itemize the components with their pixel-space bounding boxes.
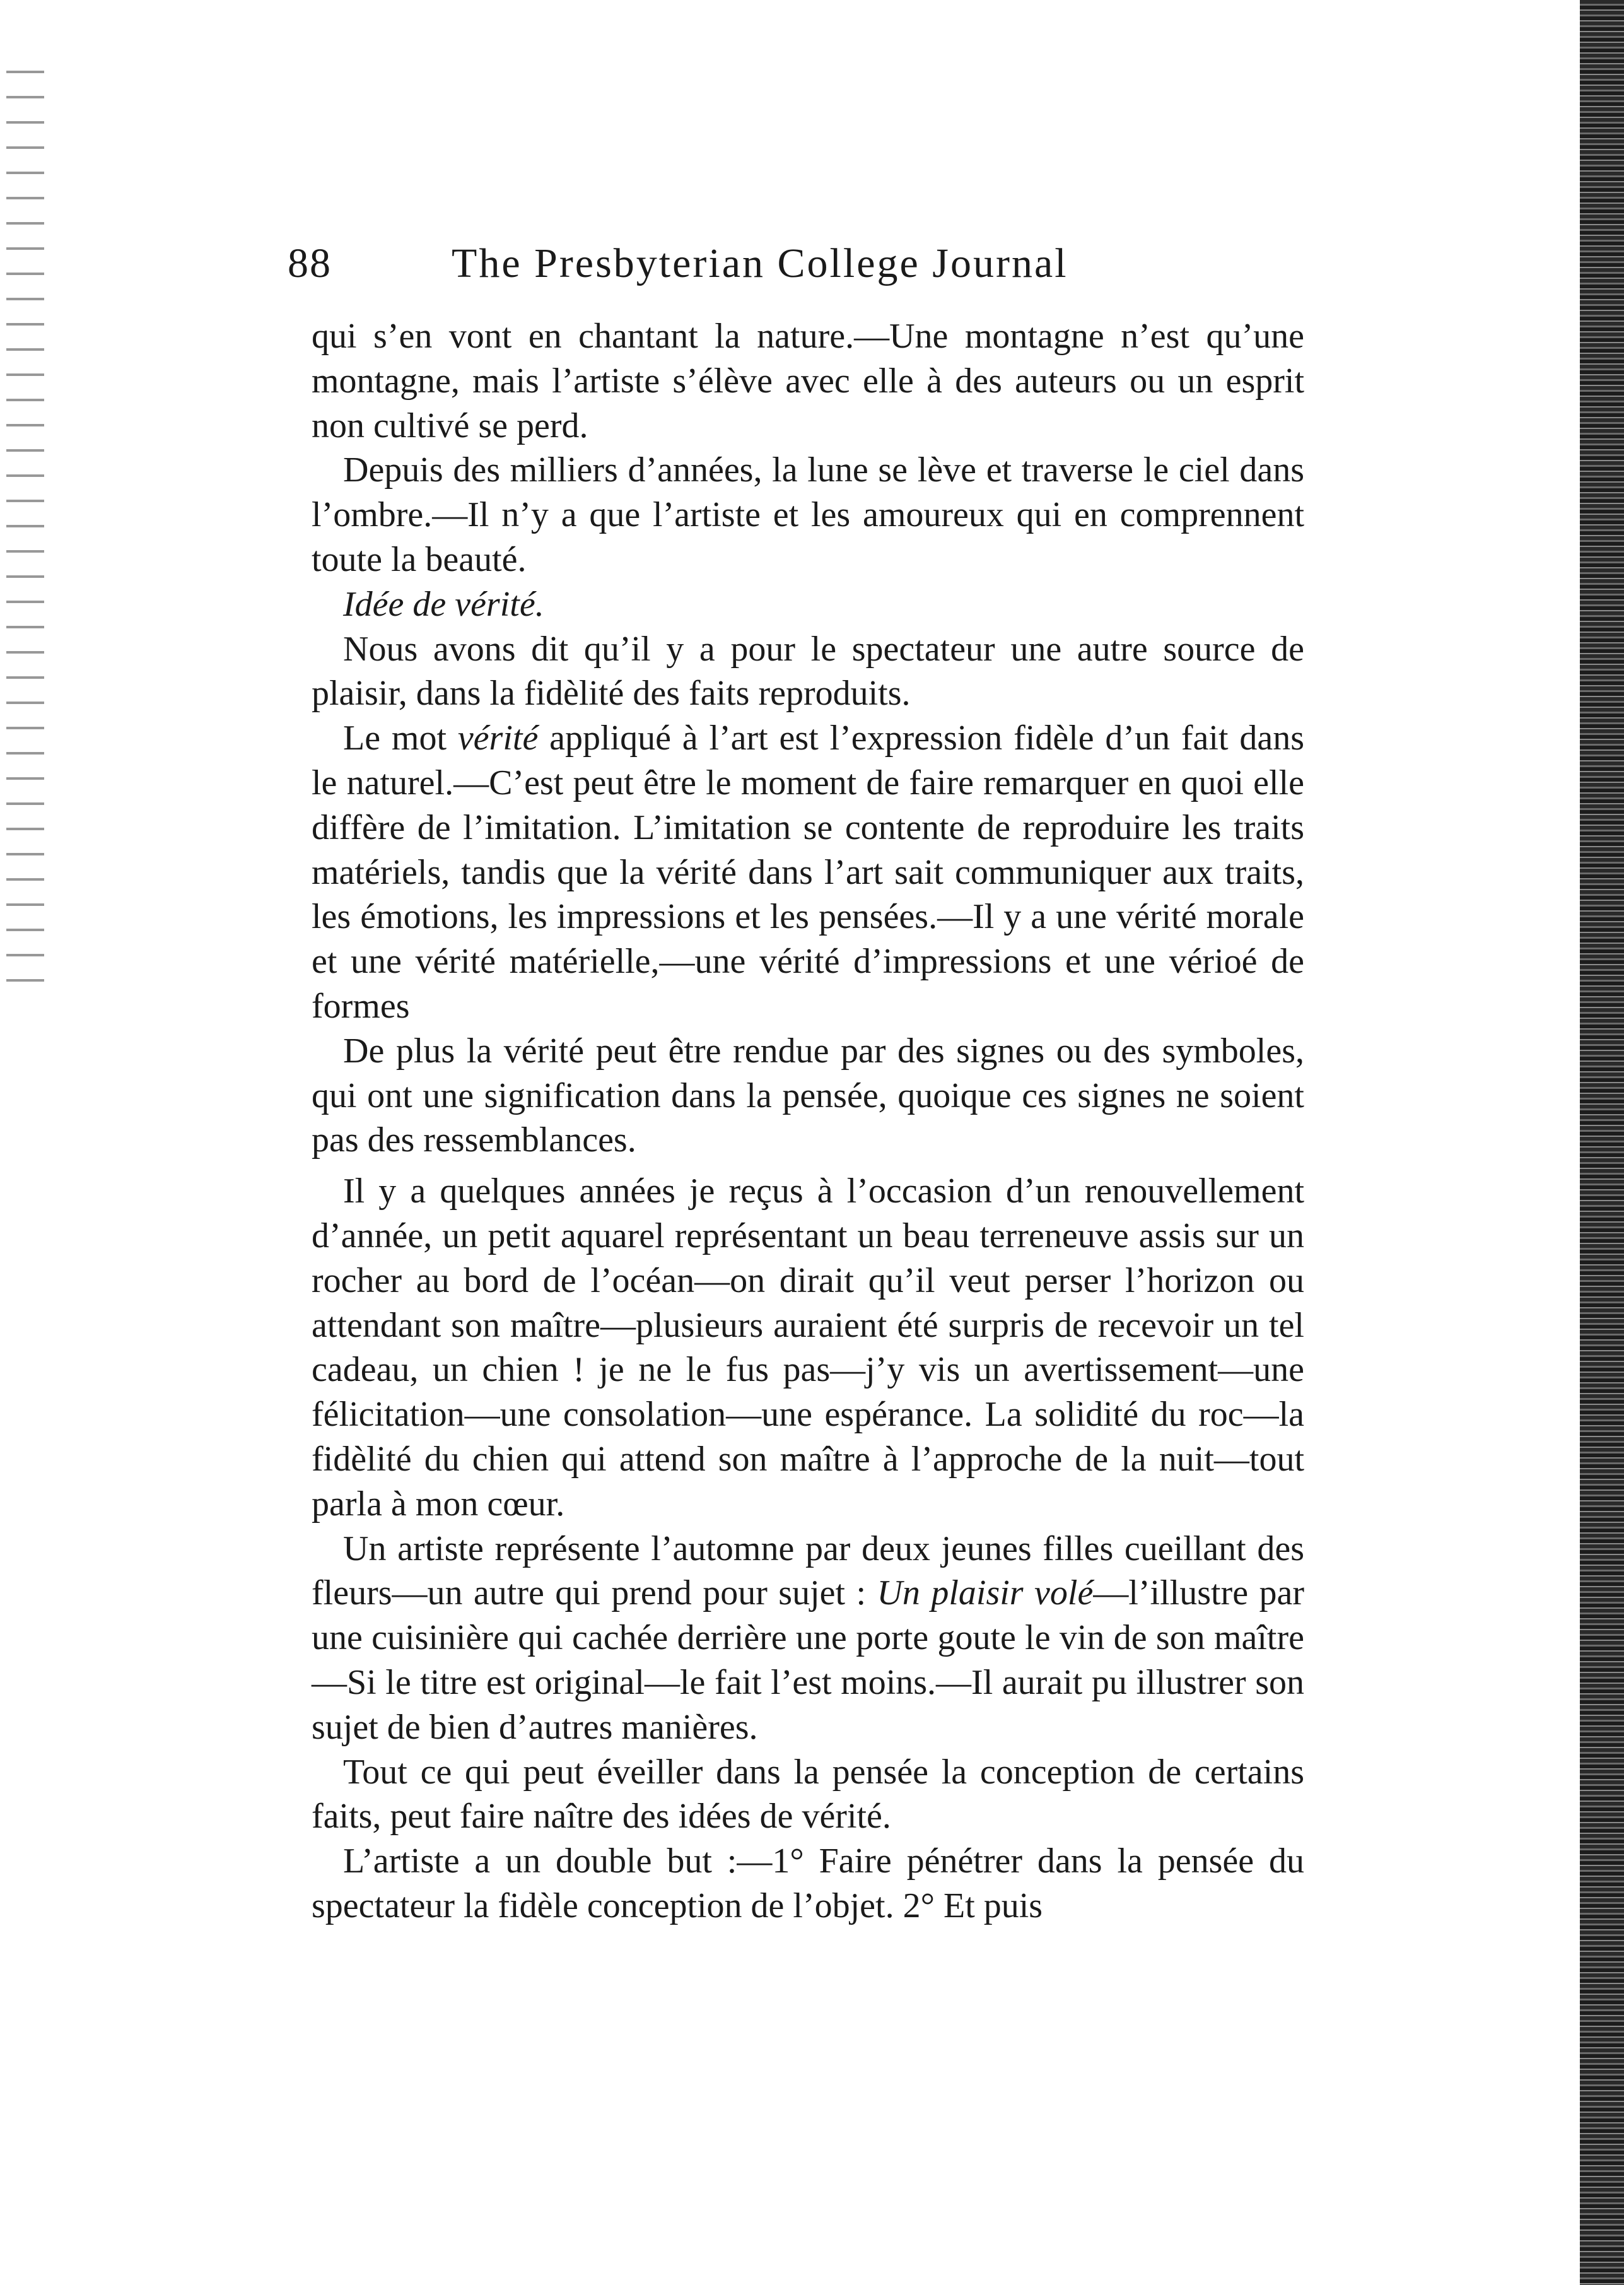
paragraph: qui s’en vont en chantant la nature.—Une montagne n’est qu’une montagne, mais l’artiste s’élève avec elle à des auteurs ou un esprit non cultivé se perd. (312, 317, 1304, 445)
scan-edge-right (1580, 0, 1624, 2285)
paragraph: Le mot vérité appliqué à l’art est l’expression fidèle d’un fait dans le naturel.—C’est peut être le moment de faire remarquer en quoi elle diffère de l’imitation. L’imitation se contente de reproduire les traits matériels, tandis que la vérité dans l’art sait communiquer aux traits, les émotions, les impressions et les pensées.—Il y a une vérité morale et une vérité matérielle,—une vérité d’impressions et une vérioé de formes (312, 719, 1304, 1026)
journal-title: The Presbyterian College Journal (452, 240, 1068, 286)
paragraph: Il y a quelques années je reçus à l’occasion d’un renouvellement d’année, un petit aquarel représentant un beau terreneuve assis sur un rocher au bord de l’océan—on dirait qu’il veut perser l’horizon ou attendant son maître—plusieurs auraient été surpris de recevoir un tel cadeau, un chien ! je ne le fus pas—j’y vis un avertissement—une félicitation—une consolation—une espérance. La solidité du roc—la fidèlité du chien qui attend son maître à l’approche de la nuit—tout parla à mon cœur. (312, 1172, 1304, 1524)
paragraph: L’artiste a un double but :—1° Faire pénétrer dans la pensée du spectateur la fidèle conception de l’objet. 2° Et puis (312, 1842, 1304, 1925)
running-header (288, 238, 1171, 289)
section-heading: Idée de vérité. (343, 584, 544, 624)
paragraph: Un artiste représente l’automne par deux jeunes filles cueillant des fleurs—un autre qui prend pour sujet : Un plaisir volé—l’illustre par une cuisinière qui cachée derrière une porte goute le vin de son maître—Si le titre est original—le fait l’est moins.—Il aurait pu illustrer son sujet de bien d’autres manières. (312, 1529, 1304, 1747)
paragraph: Nous avons dit qu’il y a pour le spectateur une autre source de plaisir, dans la fidèlité des faits reproduits. (312, 629, 1304, 714)
body-text (312, 314, 1304, 1929)
paragraph: De plus la vérité peut être rendue par des signes ou des symboles, qui ont une signification dans la pensée, quoique ces signes ne soient pas des ressemblances. (312, 1031, 1304, 1160)
scan-edge-left (6, 57, 44, 1003)
paragraph: Depuis des milliers d’années, la lune se lève et traverse le ciel dans l’ombre.—Il n’y a que l’artiste et les amoureux qui en comprennent toute la beauté. (312, 450, 1304, 579)
page-number: 88 (288, 240, 332, 286)
paragraph: Tout ce qui peut éveiller dans la pensée la conception de certains faits, peut faire naître des idées de vérité. (312, 1752, 1304, 1836)
